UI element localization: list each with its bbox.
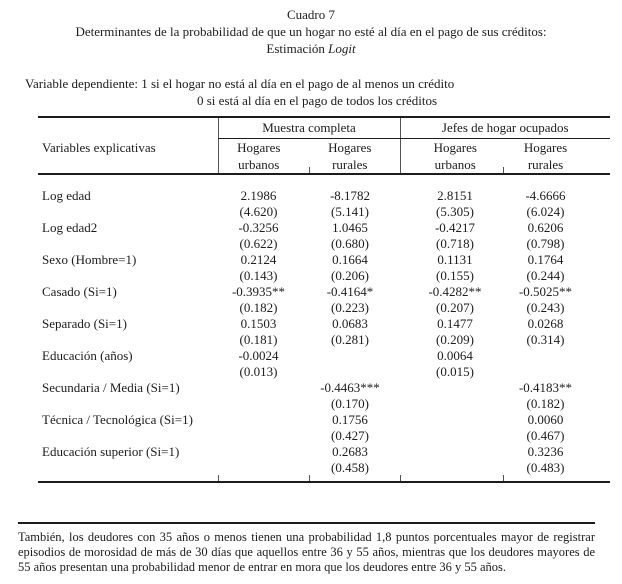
column-header-mc-rurales: Hogares rurales [309, 139, 400, 175]
standard-error [503, 364, 588, 380]
variable-label: Log edad2 [42, 220, 98, 235]
coefficient-value: -0.5025** [518, 284, 573, 299]
coefficient-value: 0.0060 [527, 412, 564, 427]
variable-label: Técnica / Tecnológica (Si=1) [42, 412, 193, 427]
row-header-label: Variables explicativas [38, 139, 218, 175]
standard-error: (0.015) [436, 364, 474, 379]
variable-label: Educación superior (Si=1) [42, 444, 180, 459]
coefficient-value [218, 380, 299, 396]
coefficient-value: 0.1764 [527, 252, 564, 267]
table-row [38, 412, 610, 444]
standard-error: (0.182) [526, 396, 565, 411]
standard-error: (0.458) [331, 460, 369, 475]
coefficient-value: -0.3935** [231, 284, 286, 299]
table-row [38, 348, 610, 380]
standard-error: (0.622) [239, 236, 278, 251]
standard-error [218, 396, 299, 412]
standard-error [407, 428, 503, 444]
coefficient-value: 0.2124 [240, 252, 277, 267]
coefficient-value: 1.0465 [332, 220, 368, 235]
standard-error [218, 460, 299, 476]
table-row [38, 316, 610, 348]
standard-error: (0.427) [331, 428, 369, 443]
coefficient-value: -4.6666 [525, 188, 566, 203]
table-row [38, 284, 610, 316]
dependent-variable-line1 [25, 75, 622, 92]
standard-error: (0.013) [239, 364, 278, 379]
column-group-muestra-completa: Muestra completa [218, 118, 400, 139]
column-header-row [38, 139, 610, 175]
standard-error: (0.209) [436, 332, 474, 347]
cell-border-tick [503, 475, 504, 481]
dependent-variable-note [25, 75, 622, 109]
table-caption-number: Cuadro 7 [286, 7, 336, 22]
column-header-jh-rurales: Hogares rurales [503, 139, 610, 175]
coefficient-value: 0.3236 [527, 444, 564, 459]
subtitle-italic-term: Logit [328, 41, 356, 56]
standard-error: (0.281) [331, 332, 369, 347]
standard-error: (0.143) [239, 268, 278, 283]
table-row [38, 380, 610, 412]
coefficient-value: 0.1664 [332, 252, 368, 267]
standard-error: (0.170) [331, 396, 369, 411]
dependent-variable-value1: 1 si el hogar no está al día en el pago de al menos un crédito [141, 76, 455, 91]
coefficient-value [407, 412, 503, 428]
coefficient-value: 0.1477 [437, 316, 473, 331]
column-header-mc-urbanos: Hogares urbanos [218, 139, 309, 175]
standard-error [218, 428, 299, 444]
coefficient-value [218, 412, 299, 428]
standard-error: (0.181) [239, 332, 278, 347]
cell-border-tick [400, 475, 401, 481]
table-body [38, 174, 610, 481]
standard-error: (4.620) [239, 204, 278, 219]
results-table [38, 118, 610, 481]
table-row [38, 220, 610, 252]
standard-error: (0.207) [436, 300, 474, 315]
standard-error: (0.467) [526, 428, 565, 443]
coefficient-value: -0.4217 [434, 220, 476, 235]
standard-error: (0.243) [526, 300, 565, 315]
standard-error: (0.223) [331, 300, 369, 315]
coefficient-value: 0.1756 [332, 412, 368, 427]
coefficient-value: 0.1131 [437, 252, 473, 267]
column-group-jefes-ocupados: Jefes de hogar ocupados [400, 118, 610, 139]
coefficient-value: -8.1782 [329, 188, 371, 203]
coefficient-value: -0.4164* [326, 284, 374, 299]
coefficient-value [407, 380, 503, 396]
table-title: Determinantes de la probabilidad de que un hogar no esté al día en el pago de sus créditos: [75, 24, 547, 39]
header-spacer-cell [38, 118, 218, 139]
table-header [38, 118, 610, 174]
standard-error: (0.155) [436, 268, 474, 283]
coefficient-value: 2.1986 [240, 188, 277, 203]
variable-label: Log edad [42, 188, 91, 203]
standard-error [407, 396, 503, 412]
standard-error: (5.141) [331, 204, 369, 219]
standard-error: (0.244) [526, 268, 565, 283]
standard-error: (0.314) [526, 332, 565, 347]
coefficient-value: -0.4282** [428, 284, 482, 299]
cell-border-tick [309, 475, 310, 481]
standard-error: (0.680) [331, 236, 369, 251]
standard-error: (0.206) [331, 268, 369, 283]
standard-error: (0.798) [526, 236, 565, 251]
coefficient-value: -0.4463*** [320, 380, 380, 395]
coefficient-value [309, 348, 391, 364]
variable-label: Sexo (Hombre=1) [42, 252, 137, 267]
cell-border-tick [218, 475, 219, 481]
cell-border-tick [309, 167, 310, 173]
group-header-row [38, 118, 610, 139]
coefficient-value: 0.0064 [437, 348, 473, 363]
dependent-variable-value2: 0 si está al día en el pago de todos los créditos [197, 93, 438, 108]
standard-error [309, 364, 391, 380]
coefficient-value: -0.0024 [238, 348, 279, 363]
variable-label: Casado (Si=1) [42, 284, 117, 299]
footnote: También, los deudores con 35 años o menos tienen una probabilidad 1,8 puntos porcentuales mayor de registrar episodios de morosidad de más de 30 días que aquellos entre 36 y 55 años, mientras que los deudores mayores de 55 años presentan una probabilidad menor de entrar en mora que los deudores entre 36 y 55 años. [18, 522, 595, 575]
table-row [38, 444, 610, 481]
results-table-wrapper [38, 116, 610, 483]
table-subtitle [0, 40, 622, 57]
standard-error: (0.182) [239, 300, 278, 315]
standard-error: (0.718) [436, 236, 474, 251]
column-header-jh-urbanos: Hogares urbanos [400, 139, 503, 175]
coefficient-value: 0.0268 [527, 316, 564, 331]
dependent-variable-label: Variable dependiente: [25, 76, 142, 91]
standard-error: (5.305) [436, 204, 474, 219]
coefficient-value: 0.2683 [332, 444, 368, 459]
table-row [38, 252, 610, 284]
variable-label: Educación (años) [42, 348, 133, 363]
coefficient-value: -0.4183** [518, 380, 573, 395]
variable-label: Separado (Si=1) [42, 316, 127, 331]
standard-error [407, 460, 503, 476]
coefficient-value: 0.0683 [332, 316, 368, 331]
standard-error: (6.024) [526, 204, 565, 219]
coefficient-value: 0.6206 [527, 220, 564, 235]
coefficient-value [503, 348, 588, 364]
coefficient-value: 0.1503 [240, 316, 277, 331]
coefficient-value: -0.3256 [238, 220, 279, 235]
variable-label: Secundaria / Media (Si=1) [42, 380, 180, 395]
coefficient-value: 2.8151 [437, 188, 473, 203]
cell-border-tick [503, 167, 504, 173]
coefficient-value [407, 444, 503, 460]
standard-error: (0.483) [526, 460, 565, 475]
subtitle-prefix: Estimación [266, 41, 329, 56]
table-row [38, 174, 610, 220]
coefficient-value [218, 444, 299, 460]
